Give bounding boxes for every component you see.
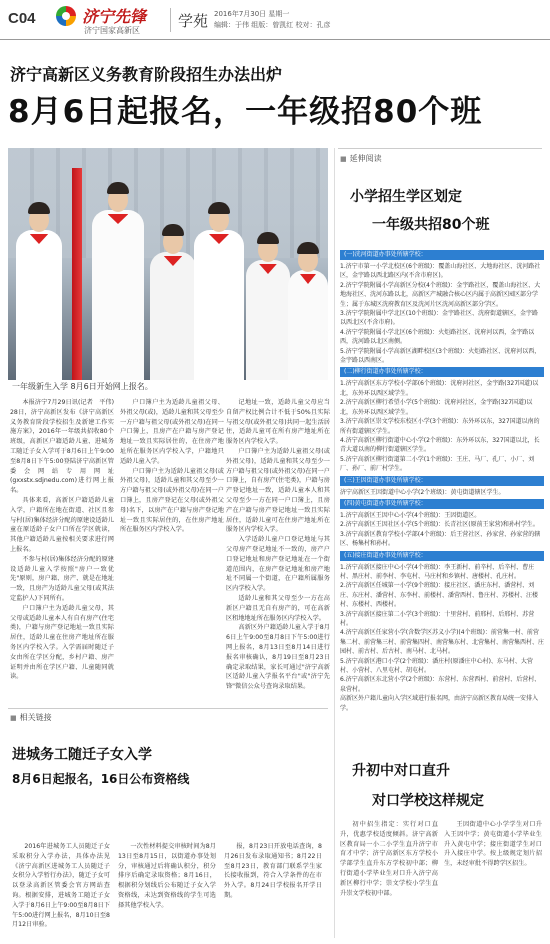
school-item: 2.济宁高新区任城第一小学(9个班级)：接庄社区、潘庄东村、潘营村、刘庄、东庄村、潘营村、东李村、前楼村、潘营西村、鲁庄村、苏楼村、汪楼村、东楼村、西楼村。 bbox=[340, 582, 539, 609]
photo-student bbox=[288, 270, 328, 380]
section-name: 学苑 bbox=[178, 12, 209, 30]
divider bbox=[170, 8, 171, 32]
migrant-article-col-3: 报，8月23日开放电话查询，8月26日发布录取通知书；8月22日至8月23日，教育部门联系学生家长接收报到，符合入学条件的在市外入学。8月24日学校报名开学日期。 bbox=[224, 843, 322, 899]
photo-student bbox=[246, 260, 290, 380]
photo-student bbox=[16, 230, 62, 380]
school-item: 3.济宁高新区接庄第二小学(3个班级)：十里营村、前邢村、后邢村、苏营村。 bbox=[340, 610, 535, 627]
sidebar-title-1: 小学招生学区划定 bbox=[350, 189, 462, 205]
district-band: (三)王因街道办事处所辖学校： bbox=[340, 476, 544, 486]
school-item: 2.济宁高新区王因社区小学(5个班级)：长青社区(原前王家营)和孙村学生。 bbox=[340, 521, 539, 529]
article-column-3: 记地址一致，适龄儿童父母应当自留产权比例合计不低于50%且实际与祖父母(或外祖父母)共同一起生活居住，适龄儿童可在所有房产地址所在服务区内学校入学。 户口簿户主为适龄儿童祖父母(或外祖父母)，适龄儿童和其父母至少一方户籍与祖父母(或外祖父母)在同一户口簿上，自有房产(住宅类)，户籍与房产登记地址一致，适龄儿童本人和其父母至少一方在同一户口簿上，且房产在户籍与房产登记地址一致且实际居住，适龄儿童可在住房产地址所在服务区内学校入学。 入学适龄儿童户口登记地址与其父母房产登记地址不一致的，房产户口登记地址和房产登记地址在一个街道范围内，在房产登记地址和房产地址不同属一个街道，在户籍所属服务区内学校入学。 适龄儿童和其父母至少一方在高新区户籍且无自有房产的，可在高新区租地地址所在服务区内学校入学。 高新区外户籍适龄儿童入学于8月6日上午9:00至8月8日下午5:00进行网上报名，8月13日至8月14日进行报名审核确认，8月19日至8月23日确定录取结果，家长可通过"济宁高新区适龄儿童入学报名平台"或"济宁先锋"微信公众号查询录取结果。 bbox=[226, 399, 330, 691]
newspaper-logo-icon bbox=[56, 6, 76, 26]
school-item: 3.济宁高新区教育学校小学部(4个班级)：后王营社区、孙家营、孙家营的辖区、杨集村和孙村。 bbox=[340, 530, 541, 548]
school-item: 5.济宁高新区柳行街道第二小学(1个班级)：王庄、马厂、孔厂、小厂、刘厂、孙厂、前厂村学生。 bbox=[340, 455, 535, 473]
section-rule bbox=[8, 708, 328, 709]
district-band: (四)黄屯街道办事处所辖学校： bbox=[340, 499, 544, 509]
issue-info bbox=[214, 9, 330, 31]
extended-reading-tag: ■ 延伸阅读 bbox=[340, 153, 382, 164]
middle-school-col-2: 王因街道中心小学学生对口升入王因中学；黄屯街道小学毕业生升入黄屯中学；接庄街道学生对口升入接庄中学。按上级规定划片招生，未经审批不得跨学区招生。 bbox=[444, 821, 542, 868]
photo-caption: 一年级新生入学 8月6日开始网上报名。 bbox=[12, 382, 153, 391]
school-item: 济宁高新区王因街道中心小学(2个班级)：黄屯街道辖区学生。 bbox=[340, 488, 505, 496]
photo-student bbox=[92, 210, 144, 380]
school-item: 4.济宁高新区任家营小学(含数学区苏义小学)(4个班级)：前营集一村、前营集二村、前营集三村、前营集四村、南营集东村、北营集村、南营集西村、庄园村、前古村、后古村、南马村、北马村。 bbox=[340, 629, 545, 656]
article-column-1: 本报济宁7月29日讯(记者 平伟) 28日，济宁高新区发布《济宁高新区义务教育阶段学校招生及新建工作实施方案》，2016年一年级共招收80个班级，高新区户籍适龄儿童、进城务工随迁子女入学可于8月6日上午9:00至8月8日下午5:00登陆济宁高新区管委会网站专用网址(gxxstx.sdjnedu.com)进行网上报名。 具体来看，高新区户籍适龄儿童入学，户籍所在地在街道、社区且参与村(居)集体经济分配的原建设适龄儿童在原适龄子女户口所在学区就读，其他户籍适龄儿童按相关要求进行网上报名。 不参与村(居)集体经济分配的原建设适龄儿童入学按照"房户一致优先"原则，房户籍、房产、就是在地址一致，且房产为适龄儿童父母(或其法定监护人)下同所有。 户口簿户主为适龄儿童父母，其父母或适龄儿童本人有自有房产(住宅类)，户籍与房产登记地址一致且实际居住，适龄儿童在住房产地址所在服务区内学校入学。入学需届时随迁子女由所在学区分配，乡村户籍、房产证明并由所在学区户籍、儿童随同就读。 bbox=[10, 399, 121, 681]
masthead bbox=[0, 0, 550, 40]
middle-school-col-1: 初中招生指定：实行对口直升，优惠学校适度倾斜。济宁高新区教育局一小二小学生直升济宁市育才中学；济宁高新区东方学校小学部学生直升东方学校初中部；柳行街道小学毕业生对口升入济宁高新区柳行中学；崇文学校小学生直升崇文学校初中部。 bbox=[340, 821, 438, 897]
school-item: 3.济宁高新区崇文学校东校区小学(3个班级)：东外环以东，327国道以南的所有街道辖区学生。 bbox=[340, 418, 540, 435]
school-item: 5.济宁学院附属小学高新区湖畔校区(3个班级)：火炬路社区、洸府河以西，金宇路以西南区。 bbox=[340, 347, 541, 365]
photo-flag bbox=[72, 168, 82, 380]
district-band: (一)洸河街道办事处所辖学校： bbox=[340, 250, 544, 260]
school-item: 5.济宁高新区港口小学(2个班级)：潘庄村(原潘庄中心村)、东马村、大营村、小营村、八里屯村、胡屯村。 bbox=[340, 657, 533, 675]
school-item: 1.济宁高新区东方学校小学部(6个班级)：洸府河社区，金宇路(327国道)以北，东外环以西区域学生。 bbox=[340, 380, 539, 397]
newspaper-name: 济宁先锋 bbox=[82, 7, 147, 26]
article-column-2: 户口簿户主为适龄儿童祖父母、外祖父母(或)，适龄儿童和其父母至少一方户籍与祖父母(或外祖父母)在同一户口簿上，且房产在户籍与房产登记地址一致且实际居住的，在住房产地址所在服务区内学校入学，户籍地只适龄儿童入学。 户口簿户主为适龄儿童祖父母(或外祖父母)，适龄儿童和其父母至少一方户籍与祖父母(或外祖父母)在同一户口簿上，且房产登记在父母(或外祖父母)名下，以房产在户籍与房产登记地址一致且实际居住的，在住房产地址所在服务区内学校入学。 bbox=[120, 399, 224, 534]
photo-student bbox=[194, 230, 244, 380]
photo-student bbox=[150, 252, 196, 380]
issue-date: 2016年7月30日 星期一 bbox=[214, 10, 290, 18]
school-item: 1.济宁高新区王因中心小学(4个班级)：王因街道区。 bbox=[340, 511, 481, 519]
section-rule bbox=[338, 148, 542, 149]
migrant-article-title: 进城务工随迁子女入学 bbox=[12, 747, 152, 763]
newspaper-subtitle: 济宁国家高新区 bbox=[84, 26, 140, 35]
middle-school-title: 升初中对口直升 bbox=[352, 763, 450, 779]
news-photo bbox=[8, 148, 328, 380]
district-band: (五)接庄街道办事处所辖学校： bbox=[340, 551, 544, 561]
school-item: 1.济宁高新区接庄中心小学(4个班级)：李王新村、前辛村、后辛村、曹庄村、黑庄村、前李村、李屯村、马庄村和乡镇村、唐楼村、孔庄村。 bbox=[340, 563, 535, 580]
headline-main: 8月6日起报名，一年级招80个班 bbox=[8, 94, 483, 130]
school-item: 高新区外户籍儿童向入学区域进行报名网，由济宁高新区教育局统一安排入学。 bbox=[340, 695, 539, 712]
page-number: C04 bbox=[8, 10, 36, 27]
school-item: 6.济宁高新区东北营小学(2个班级)：东营村、东营西村、前营村、后营村、泉营村。 bbox=[340, 676, 541, 693]
middle-school-subtitle: 对口学校这样规定 bbox=[372, 793, 484, 809]
editor-credits: 编辑：于伟 组版：曾凯红 校对：孔彦 bbox=[214, 21, 331, 29]
sidebar-title-2: 一年级共招80个班 bbox=[372, 217, 490, 233]
migrant-article-col-2: 一次性材料提交审核时间为8月13日至8月15日，以街道办事处划分，审核通过后将确认积分，积分排序后确定录取资格；8月16日，根据积分划线后公布随迁子女入学资格线，未达到资格线的学生可选择其他学校入学。 bbox=[118, 843, 216, 909]
school-district-list bbox=[340, 248, 544, 713]
school-item: 2.济宁高新区柳行希望小学(5个班级)：洸府河社区，金宇路(327国道)以北，东外环以西区域学生。 bbox=[340, 399, 533, 416]
related-links-tag: ■ 相关链接 bbox=[10, 712, 52, 723]
headline-kicker: 济宁高新区义务教育阶段招生办法出炉 bbox=[10, 65, 283, 84]
column-divider bbox=[334, 148, 335, 938]
school-item: 2.济宁学院附属小学高新区分校(4个班级)：金宇路社区，覆盖山海社区、大地海社区、洸河东路以北，高新区产城融合核心区内属于高新区园区部分学生；属于东城区洸府教育区及洸河片区洸河高新区部分学区。 bbox=[340, 281, 541, 308]
migrant-article-col-1: 2016年进城务工人员随迁子女采取积分入学办法，具体办法见《济宁高新区进城务工人员随迁子女积分入学暂行办法》，随迁子女可以登录高新区管委会官方网站查询。根据安排，进城务工随迁子女入学于8月6日上午9:00至8月8日下午5:00进行网上报名，8月10日至8月12日审验。 bbox=[12, 843, 110, 929]
district-band: (二)柳行街道办事处所辖学校： bbox=[340, 367, 544, 377]
school-item: 4.济宁高新区柳行街道中心小学(2个班级)：东外环以东，327国道以北，长青大道以南的柳行街道辖区学生。 bbox=[340, 436, 540, 454]
migrant-article-subtitle: 8月6日起报名，16日公布资格线 bbox=[12, 772, 190, 786]
school-item: 4.济宁学院附属小学北区(6个班级)：火炬路社区、洸府河以西，金宇路以西，洸河路以北区南侧。 bbox=[340, 328, 535, 346]
school-item: 1.济宁市第一小学北校区(6个班级)：覆盖山海社区、大地海社区、洸河路社区，金宇路以西北路区内(不含市府区)。 bbox=[340, 263, 541, 280]
school-item: 3.济宁学院附属中学北区(10个班级)：金宇路社区、洸府街道辖区，金宇路以西北区(不含市府)。 bbox=[340, 310, 539, 327]
